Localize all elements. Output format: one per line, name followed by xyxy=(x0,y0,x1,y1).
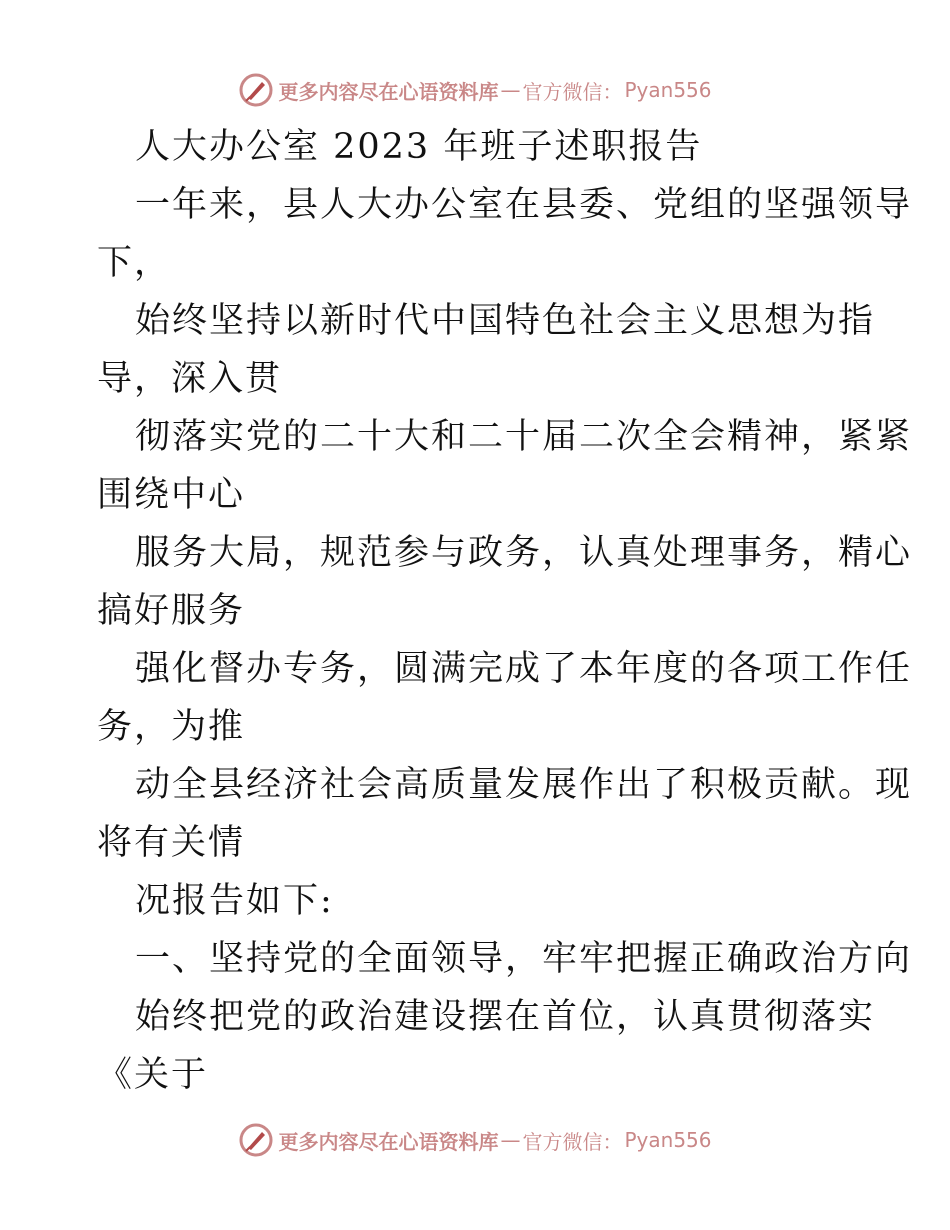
text-line: 强化督办专务，圆满完成了本年度的各项工作任 xyxy=(135,649,913,689)
watermark-id: Pyan556 xyxy=(624,78,712,102)
text-line: 搞好服务 xyxy=(97,591,246,631)
header-watermark xyxy=(0,70,950,110)
text-line: 务，为推 xyxy=(97,707,246,747)
watermark-separator: — xyxy=(500,78,521,102)
text-line: 《关于 xyxy=(97,1055,209,1095)
footer-watermark xyxy=(0,1120,950,1160)
watermark-label: 官方微信： xyxy=(522,79,623,104)
text-line: 服务大局，规范参与政务，认真处理事务，精心 xyxy=(135,533,913,573)
text-line: 况报告如下: xyxy=(135,881,334,921)
text-line: 始终把党的政治建设摆在首位，认真贯彻落实 xyxy=(135,997,876,1037)
watermark-id: Pyan556 xyxy=(624,1128,712,1152)
text-line: 彻落实党的二十大和二十届二次全会精神，紧紧 xyxy=(135,417,913,457)
text-line: 一年来，县人大办公室在县委、党组的坚强领导 xyxy=(135,185,913,225)
watermark-text: 更多内容尽在心语资料库 xyxy=(278,1129,499,1154)
document-title: 人大办公室 2023 年班子述职报告 xyxy=(135,127,703,167)
quill-pen-logo-icon xyxy=(238,72,274,108)
text-line: 导，深入贯 xyxy=(97,359,283,399)
text-line: 下， xyxy=(97,243,172,283)
quill-pen-logo-icon xyxy=(238,1122,274,1158)
text-line: 动全县经济社会高质量发展作出了积极贡献。现 xyxy=(135,765,913,805)
text-line: 将有关情 xyxy=(97,823,246,863)
document-body xyxy=(97,118,913,1104)
watermark-label: 官方微信： xyxy=(522,1129,623,1154)
watermark-text: 更多内容尽在心语资料库 xyxy=(278,79,499,104)
section-heading: 一、坚持党的全面领导，牢牢把握正确政治方向 xyxy=(135,939,913,979)
watermark-separator: — xyxy=(500,1128,521,1152)
text-line: 始终坚持以新时代中国特色社会主义思想为指 xyxy=(135,301,876,341)
text-line: 围绕中心 xyxy=(97,475,246,515)
